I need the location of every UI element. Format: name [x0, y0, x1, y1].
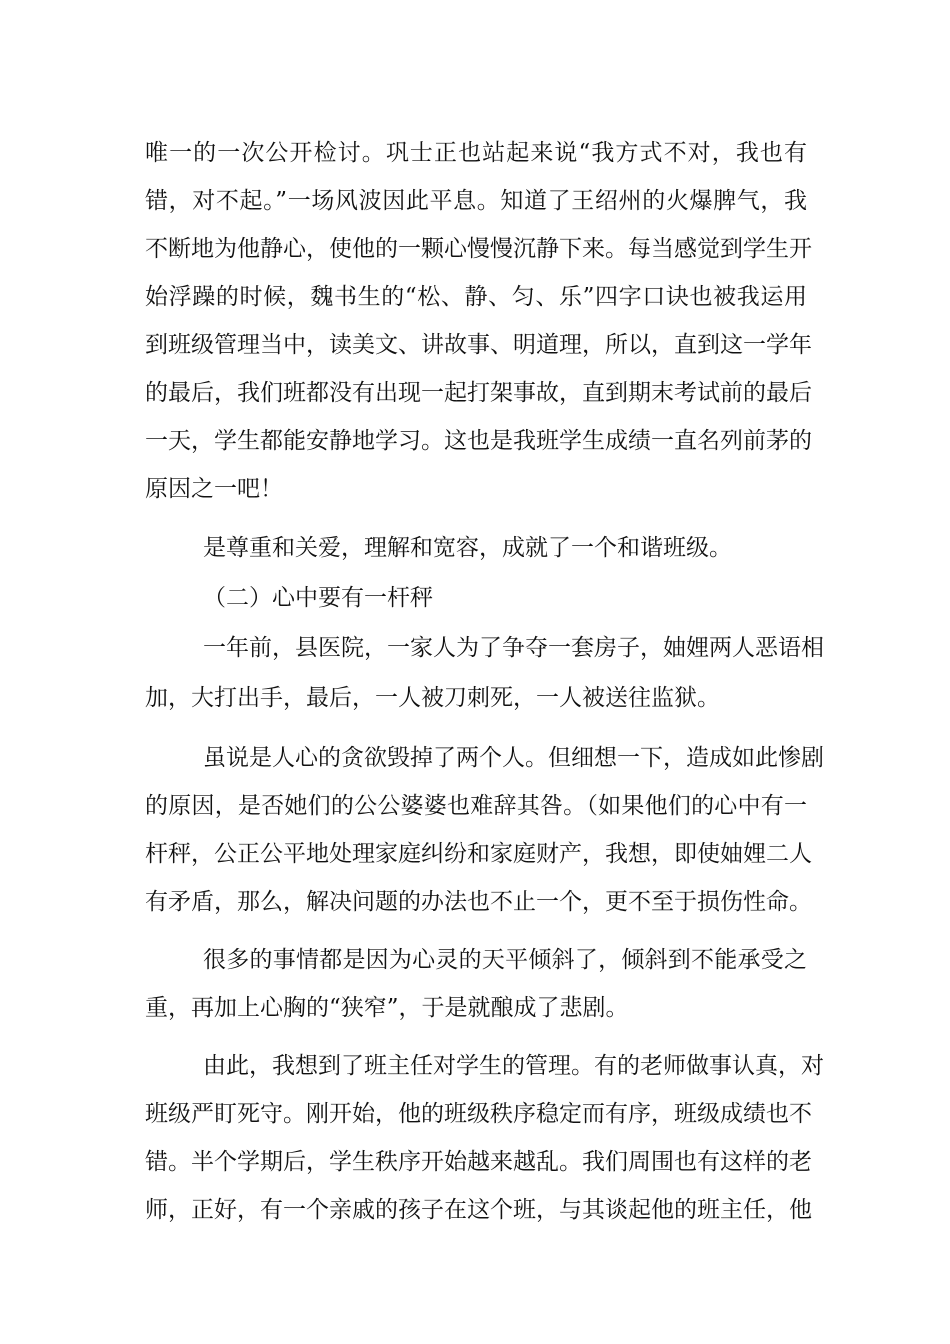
paragraph-line: 一年前，县医院，一家人为了争夺一套房子，妯娌两人恶语相	[203, 635, 824, 661]
paragraph-line: 很多的事情都是因为心灵的天平倾斜了，倾斜到不能承受之	[203, 947, 807, 973]
text-line: 不断地为他静心，使他的一颗心慢慢沉静下来。每当感觉到学生开	[145, 236, 812, 262]
text-line: 唯一的一次公开检讨。巩士正也站起来说“我方式不对，我也有	[145, 140, 807, 166]
text-line: 的原因，是否她们的公公婆婆也难辞其咎。（如果他们的心中有一	[145, 793, 807, 819]
paragraph-line: 由此，我想到了班主任对学生的管理。有的老师做事认真，对	[203, 1053, 824, 1079]
text-line: 错，对不起。”一场风波因此平息。知道了王绍州的火爆脾气，我	[145, 188, 807, 214]
text-line: 一天，学生都能安静地学习。这也是我班学生成绩一直名列前茅的	[145, 428, 812, 454]
text-line: 始浮躁的时候，魏书生的“松、静、匀、乐”四字口诀也被我运用	[145, 284, 807, 310]
text-line: 的最后，我们班都没有出现一起打架事故，直到期末考试前的最后	[145, 380, 812, 406]
text-line: 加，大打出手，最后，一人被刀刺死，一人被送往监狱。	[145, 685, 720, 711]
text-line: 到班级管理当中，读美文、讲故事、明道理，所以，直到这一学年	[145, 332, 812, 358]
text-line: 原因之一吧！	[145, 476, 283, 502]
text-line: 错。半个学期后，学生秩序开始越来越乱。我们周围也有这样的老	[145, 1149, 812, 1175]
text-line: 杆秤，公正公平地处理家庭纠纷和家庭财产，我想，即使妯娌二人	[145, 841, 812, 867]
text-line: 有矛盾，那么，解决问题的办法也不止一个，更不至于损伤性命。	[145, 889, 812, 915]
paragraph-line: 是尊重和关爱，理解和宽容，成就了一个和谐班级。	[203, 535, 732, 561]
section-heading: （二）心中要有一杆秤	[203, 585, 433, 611]
paragraph-line: 虽说是人心的贪欲毁掉了两个人。但细想一下，造成如此惨剧	[203, 745, 824, 771]
text-line: 班级严盯死守。刚开始，他的班级秩序稳定而有序，班级成绩也不	[145, 1101, 812, 1127]
text-line: 师，正好，有一个亲戚的孩子在这个班，与其谈起他的班主任，他	[145, 1197, 812, 1223]
text-line: 重，再加上心胸的“狭窄”，于是就酿成了悲剧。	[145, 995, 629, 1021]
